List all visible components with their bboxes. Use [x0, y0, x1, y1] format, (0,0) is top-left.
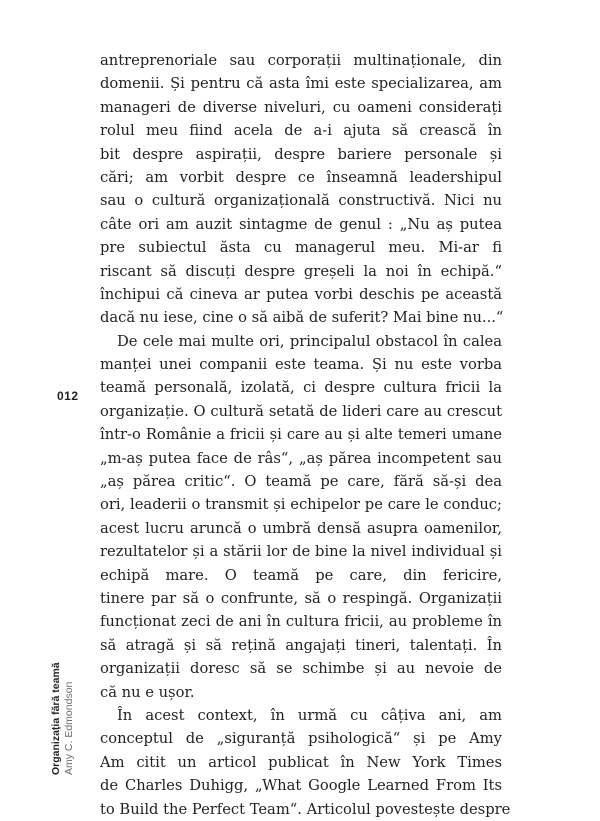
text-line: să atragă și să rețină angajați tineri, talentați. În [100, 636, 502, 654]
book-author: Amy C. Edmondson [63, 681, 75, 775]
text-line: ori, leaderii o transmit și echipelor pe care le conduc; [100, 496, 502, 514]
text-line: rezultatelor și a stării lor de bine la nivel individual și [100, 543, 502, 561]
text-line: domenii. Și pentru că asta îmi este specializarea, am [100, 75, 502, 93]
text-line: funcționat zeci de ani în cultura fricii, au probleme în [100, 613, 502, 631]
text-line: dacă nu iese, cine o să aibă de suferit? Mai bine nu...“ [100, 309, 504, 327]
text-line: bit despre aspirații, despre bariere personale și [100, 145, 502, 163]
text-line: riscant să discuți despre greșeli la noi în echipă.“ [100, 262, 502, 280]
text-line: pre subiectul ăsta cu managerul meu. Mi-ar fi [100, 239, 502, 257]
text-line: manței unei companii este teama. Și nu este vorba [100, 356, 502, 374]
book-title: Organizația fără teamă [50, 662, 62, 775]
paragraph [100, 704, 511, 821]
text-line: organizații doresc să se schimbe și au nevoie de [100, 660, 502, 678]
text-line: acest lucru aruncă o umbră densă asupra oamenilor, [100, 519, 502, 537]
text-line: câte ori am auzit sintagme de genul : „Nu aș putea [100, 215, 502, 233]
text-line: De cele mai multe ori, principalul obstacol în calea [117, 332, 502, 350]
text-line: într-o Românie a fricii și care au și alte temeri umane [100, 426, 502, 444]
text-line: închipui că cineva ar putea vorbi deschis pe această [100, 285, 502, 303]
text-line: antreprenoriale sau corporații multinaționale, din [100, 52, 502, 69]
text-line: Am citit un articol publicat în New York Times [100, 753, 502, 771]
text-line: de Charles Duhigg, „What Google Learned From Its [100, 777, 502, 795]
text-line: „m-aș putea face de râs“, „aș părea incompetent sau [100, 449, 502, 467]
text-line: echipă mare. O teamă pe care, din fericire, [100, 566, 502, 584]
text-line: sau o cultură organizațională constructivă. Nici nu [100, 192, 502, 210]
text-line: to Build the Perfect Team“. Articolul povestește despre [100, 800, 511, 818]
body-text [100, 49, 511, 821]
text-line: „aș părea critic“. O teamă pe care, fără să-și dea [100, 473, 502, 491]
text-line: că nu e ușor. [100, 683, 195, 701]
running-footer [50, 605, 86, 775]
running-footer-text [50, 662, 76, 775]
text-line: manageri de diverse niveluri, cu oameni considerați [100, 98, 502, 116]
text-line: conceptul de „siguranță psihologică“ și pe Amy [100, 730, 502, 748]
text-line: cări; am vorbit despre ce înseamnă leadershipul [100, 168, 502, 186]
text-line: tinere par să o confrunte, să o respingă. Organizații [100, 589, 502, 607]
text-line: teamă personală, izolată, ci despre cultura fricii la [100, 379, 502, 397]
text-line: rolul meu fiind acela de a-i ajuta să crească în [100, 122, 502, 140]
text-line: organizație. O cultură setată de lideri care au crescut [100, 402, 502, 420]
text-line: În acest context, în urmă cu câțiva ani, am [117, 706, 502, 724]
paragraph [100, 330, 502, 704]
paragraph [100, 49, 502, 330]
page-number: 012 [57, 389, 79, 403]
